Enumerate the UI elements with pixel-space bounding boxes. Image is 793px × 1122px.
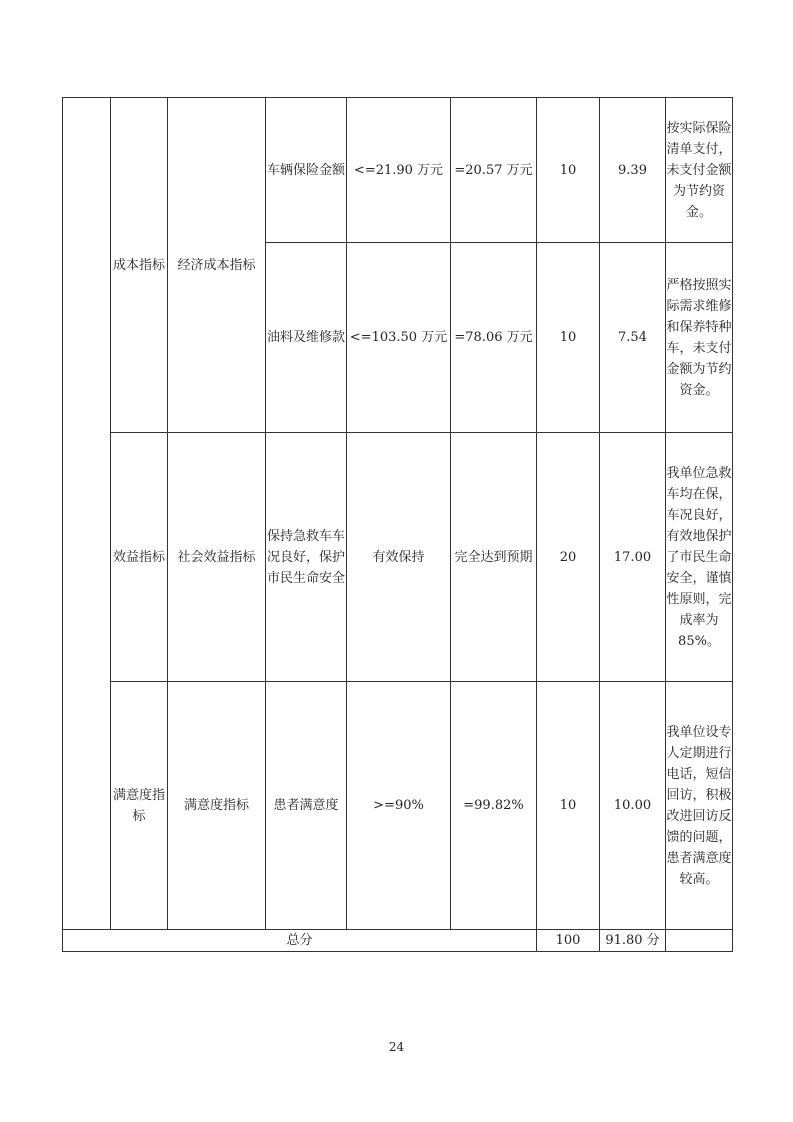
total-row xyxy=(63,930,733,952)
actual-cell: =99.82% xyxy=(451,682,537,930)
score-cell: 10.00 xyxy=(600,682,666,930)
weight-cell: 10 xyxy=(537,243,600,433)
note-cell: 我单位设专人定期进行电话，短信回访，积极改进回访反馈的问题，患者满意度较高。 xyxy=(666,682,733,930)
subcategory-cell: 经济成本指标 xyxy=(168,98,266,433)
page-number: 24 xyxy=(388,1040,405,1054)
target-cell: <=103.50 万元 xyxy=(347,243,451,433)
score-cell: 17.00 xyxy=(600,433,666,682)
table-row xyxy=(63,433,733,682)
total-weight: 100 xyxy=(537,930,600,952)
weight-cell: 20 xyxy=(537,433,600,682)
target-cell: >=90% xyxy=(347,682,451,930)
subcategory-cell: 社会效益指标 xyxy=(168,433,266,682)
target-cell: 有效保持 xyxy=(347,433,451,682)
score-cell: 9.39 xyxy=(600,98,666,243)
target-cell: <=21.90 万元 xyxy=(347,98,451,243)
note-cell: 我单位急救车均在保，车况良好，有效地保护了市民生命安全，谨慎性原则，完成率为 85%。 xyxy=(666,433,733,682)
subcategory-cell: 满意度指标 xyxy=(168,682,266,930)
first-level-indicator-cell xyxy=(63,98,111,930)
total-label: 总分 xyxy=(63,930,537,952)
actual-cell: =20.57 万元 xyxy=(451,98,537,243)
note-cell: 严格按照实际需求维修和保养特种车，未支付金额为节约资金。 xyxy=(666,243,733,433)
indicator-cell: 患者满意度 xyxy=(266,682,347,930)
indicator-cell: 车辆保险金额 xyxy=(266,98,347,243)
performance-table xyxy=(62,97,733,952)
total-note xyxy=(666,930,733,952)
indicator-cell: 保持急救车车况良好，保护市民生命安全 xyxy=(266,433,347,682)
weight-cell: 10 xyxy=(537,98,600,243)
actual-cell: 完全达到预期 xyxy=(451,433,537,682)
actual-cell: =78.06 万元 xyxy=(451,243,537,433)
weight-cell: 10 xyxy=(537,682,600,930)
indicator-cell: 油料及维修款 xyxy=(266,243,347,433)
score-cell: 7.54 xyxy=(600,243,666,433)
table-row xyxy=(63,98,733,243)
category-cell: 效益指标 xyxy=(111,433,168,682)
table-row xyxy=(63,682,733,930)
total-score: 91.80 分 xyxy=(600,930,666,952)
category-cell: 满意度指标 xyxy=(111,682,168,930)
category-cell: 成本指标 xyxy=(111,98,168,433)
note-cell: 按实际保险清单支付，未支付金额为节约资金。 xyxy=(666,98,733,243)
